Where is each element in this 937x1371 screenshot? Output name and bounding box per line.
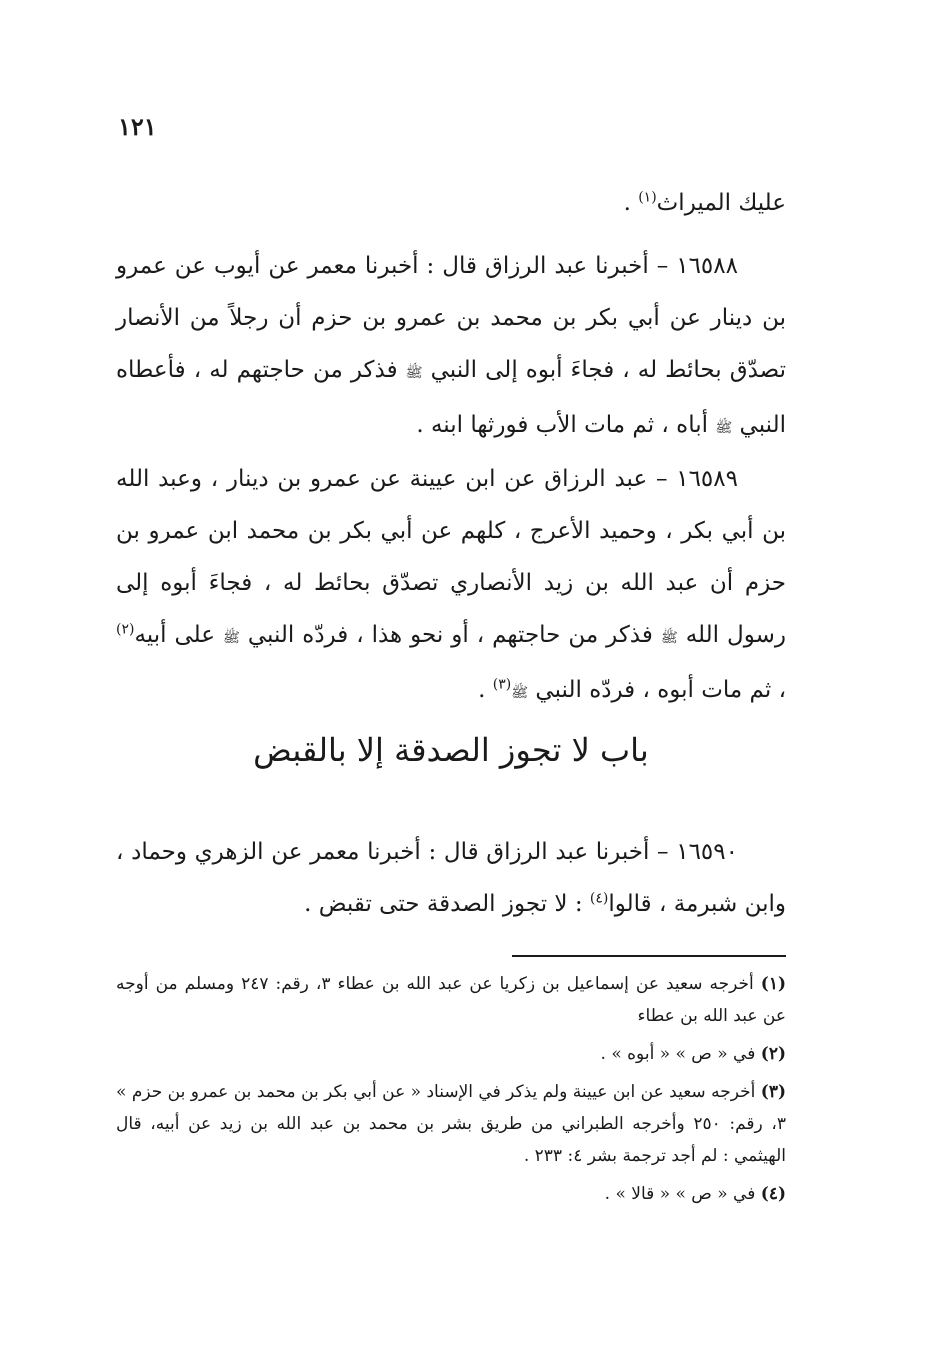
paragraph-continuation: [116, 177, 786, 229]
hadith-number: ١٦٥٩٠: [676, 839, 738, 865]
footnote-text: أخرجه سعيد عن ابن عيينة ولم يذكر في الإسناد « عن أبي بكر بن محمد بن عمرو بن حزم » ٣، رقم: ٢٥٠ وأخرجه الطبراني من طريق بشر بن محمد بن عبد الله بن زيد عن أبيه، قال الهيثمي : لم أجد ترجمة بشر ٤: ٢٣٣ .: [116, 1082, 787, 1166]
honorific-glyph: ﷺ: [405, 365, 423, 381]
hadith-16588: [116, 240, 786, 454]
footnote-separator: [512, 955, 786, 957]
hadith-number: ١٦٥٨٩: [676, 466, 738, 492]
footnote-ref: (٢): [116, 621, 135, 638]
hadith-text: فذكر من حاجتهم له ، فأعطاه النبي: [116, 357, 786, 438]
footnote-ref: (٣): [492, 676, 512, 693]
footnote-number: (١): [760, 974, 787, 994]
footnote-ref: (١): [638, 189, 657, 206]
footnote-number: (٤): [760, 1184, 786, 1204]
hadith-text: : لا تجوز الصدقة حتى تقبض .: [304, 891, 590, 917]
hadith-text: – عبد الرزاق عن ابن عيينة عن عمرو بن دينار ، وعبد الله بن أبي بكر ، وحميد الأعرج ، كلهم عن أبي بكر بن محمد ابن عمرو بن حزم أن عبد الله بن زيد الأنصاري تصدّق بحائط له ، فجاءَ أبوه إلى رسول الله: [116, 466, 786, 648]
footnote-text: أخرجه سعيد عن إسماعيل بن زكريا عن عبد الله بن عطاء ٣، رقم: ٢٤٧ ومسلم من أوجه عن عبد الله بن عطاء: [116, 974, 786, 1026]
footnote-1: [116, 968, 786, 1032]
hadith-text: .: [478, 677, 493, 703]
honorific-glyph: ﷺ: [222, 630, 240, 646]
footnote-text: في « ص » « قالا » .: [604, 1184, 761, 1204]
footnote-text: في « ص » « أبوه » .: [600, 1044, 761, 1064]
hadith-text: – أخبرنا عبد الرزاق قال : أخبرنا معمر عن الزهري وحماد ، وابن شبرمة ، قالوا: [116, 839, 786, 917]
paragraph-text: عليك الميراث: [656, 190, 786, 216]
hadith-text: – أخبرنا عبد الرزاق قال : أخبرنا معمر عن أيوب عن عمرو بن دينار عن أبي بكر بن محمد بن عمرو بن حزم أن رجلاً من الأنصار تصدّق بحائط له ، فجاءَ أبوه إلى النبي: [116, 253, 786, 383]
hadith-16589: [116, 453, 786, 719]
footnote-3: [116, 1076, 786, 1172]
honorific-glyph: ﷺ: [660, 630, 678, 646]
footnote-number: (٣): [760, 1082, 786, 1102]
page-number: ١٢١: [118, 112, 157, 141]
honorific-glyph: ﷺ: [715, 420, 733, 436]
hadith-text: على أبيه: [134, 622, 223, 648]
footnote-ref: (٤): [589, 890, 609, 907]
footnotes: [116, 968, 786, 1216]
hadith-text: فذكر من حاجتهم ، أو نحو هذا ، فردّه النبي: [239, 622, 661, 648]
footnote-4: [116, 1178, 786, 1210]
section-heading: باب لا تجوز الصدقة إلا بالقبض: [253, 731, 649, 769]
honorific-glyph: ﷺ: [511, 685, 529, 701]
footnote-number: (٢): [760, 1044, 786, 1064]
hadith-number: ١٦٥٨٨: [676, 253, 738, 279]
hadith-16590: [116, 826, 786, 930]
hadith-text: أباه ، ثم مات الأب فورثها ابنه .: [416, 412, 716, 438]
footnote-2: [116, 1038, 786, 1070]
hadith-text: ، ثم مات أبوه ، فردّه النبي: [528, 677, 786, 703]
paragraph-text: .: [623, 190, 639, 216]
